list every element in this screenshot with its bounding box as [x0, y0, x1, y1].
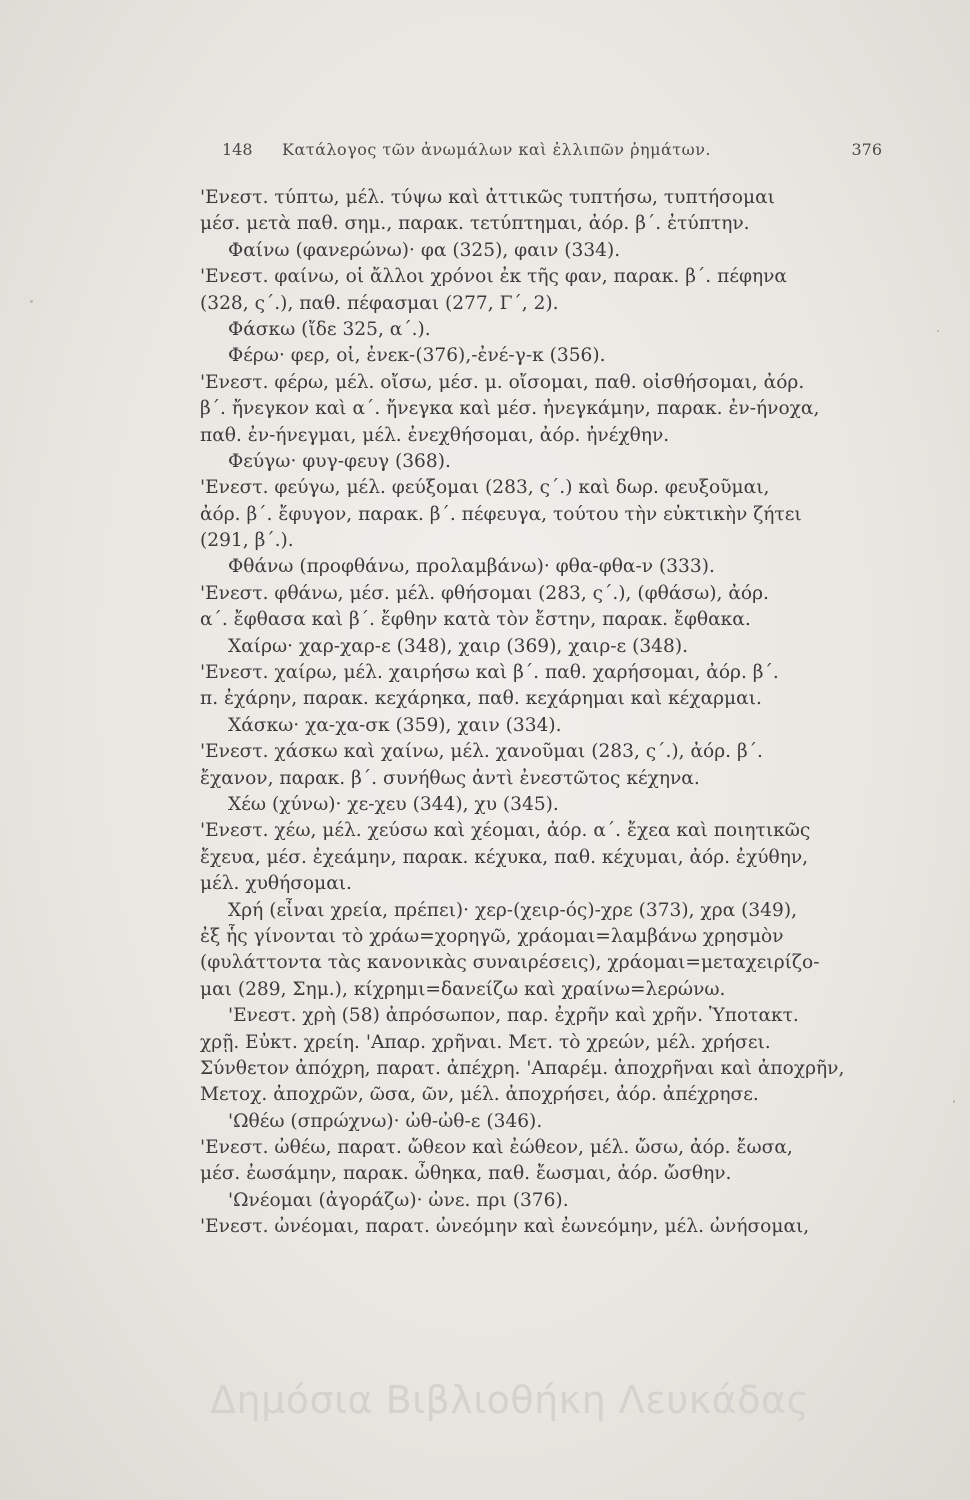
paper-speck [953, 1100, 955, 1103]
text-line: 'Ωνέομαι (ἀγοράζω)· ὠνε. πρι (376). [228, 1189, 569, 1211]
text-line: ἀόρ. β΄. ἔφυγον, παρακ. β΄. πέφευγα, τούτου τὴν εὐκτικὴν ζήτει [200, 503, 802, 525]
text-line: ἔχευα, μέσ. ἐχεάμην, παρακ. κέχυκα, παθ. κέχυμαι, ἀόρ. ἐχύθην, [200, 846, 809, 868]
text-line: Χέω (χύνω)· χε-χευ (344), χυ (345). [228, 793, 559, 815]
text-line: 'Ενεστ. φαίνω, οἱ ἄλλοι χρόνοι ἐκ τῆς φαν, παρακ. β΄. πέφηνα [200, 266, 787, 288]
text-line: 'Ενεστ. φεύγω, μέλ. φεύξομαι (283, ς΄.) καὶ δωρ. φευξοῦμαι, [200, 477, 770, 499]
text-line: 'Ενεστ. τύπτω, μέλ. τύψω καὶ ἀττικῶς τυπτήσω, τυπτήσομαι [200, 187, 775, 208]
text-line: 'Ενεστ. ὠθέω, παρατ. ὤθεον καὶ ἐώθεον, μέλ. ὤσω, ἀόρ. ἔωσα, [200, 1137, 793, 1159]
text-line: 'Ενεστ. χάσκω καὶ χαίνω, μέλ. χανοῦμαι (283, ς΄.), ἀόρ. β΄. [200, 741, 763, 763]
text-line: (291, β΄.). [200, 530, 294, 552]
paper-speck [30, 300, 33, 303]
page-header [222, 140, 882, 168]
text-line: χρῇ. Εὐκτ. χρείη. 'Απαρ. χρῆναι. Μετ. τὸ χρεών, μέλ. χρήσει. [200, 1031, 771, 1053]
library-watermark: Δημόσια Βιβλιοθήκη Λευκάδας [210, 1378, 810, 1422]
text-line: Φθάνω (προφθάνω, προλαμβάνω)· φθα-φθα-ν (333). [228, 556, 715, 578]
paper-speck [937, 330, 939, 332]
text-line: μέσ. μετὰ παθ. σημ., παρακ. τετύπτημαι, ἀόρ. β΄. ἐτύπτην. [200, 213, 750, 235]
text-line: 'Ωθέω (σπρώχνω)· ὠθ-ὠθ-ε (346). [228, 1110, 543, 1132]
text-line: μαι (289, Σημ.), κίχρημι=δανείζω καὶ χραίνω=λερώνω. [200, 978, 726, 1000]
text-line: (328, ς΄.), παθ. πέφασμαι (277, Γ΄, 2). [200, 292, 559, 314]
body-text [200, 185, 898, 1241]
text-line: 'Ενεστ. χαίρω, μέλ. χαιρήσω καὶ β΄. παθ. χαρήσομαι, ἀόρ. β΄. [200, 662, 779, 684]
text-line: 'Ενεστ. φθάνω, μέσ. μέλ. φθήσομαι (283, ς΄.), (φθάσω), ἀόρ. [200, 582, 769, 604]
text-line: Φεύγω· φυγ-φευγ (368). [228, 450, 451, 472]
text-line: β΄. ἤνεγκον καὶ α΄. ἤνεγκα καὶ μέσ. ἠνεγκάμην, παρακ. ἐν-ήνοχα, [200, 398, 820, 420]
text-line: Σύνθετον ἀπόχρη, παρατ. ἀπέχρη. 'Απαρέμ. ἀποχρῆναι καὶ ἀποχρῆν, [200, 1057, 845, 1079]
text-line: Χάσκω· χα-χα-σκ (359), χαιν (334). [228, 714, 562, 736]
section-number: 376 [851, 140, 882, 159]
text-line: μέσ. ἐωσάμην, παρακ. ὦθηκα, παθ. ἔωσμαι, ἀόρ. ὤσθην. [200, 1163, 732, 1185]
text-line: Χαίρω· χαρ-χαρ-ε (348), χαιρ (369), χαιρ-ε (348). [228, 635, 688, 657]
text-line: μέλ. χυθήσομαι. [200, 873, 352, 895]
text-line: Φάσκω (ἴδε 325, α΄.). [228, 318, 431, 340]
text-line: Χρή (εἶναι χρεία, πρέπει)· χερ-(χειρ-ός)-χρε (373), χρα (349), [228, 899, 798, 921]
text-line: παθ. ἐν-ήνεγμαι, μέλ. ἐνεχθήσομαι, ἀόρ. ἠνέχθην. [200, 424, 670, 446]
text-line: Φέρω· φερ, οἰ, ἐνεκ-(376),-ἐνέ-γ-κ (356). [228, 345, 606, 367]
text-line: α΄. ἔφθασα καὶ β΄. ἔφθην κατὰ τὸν ἔστην, παρακ. ἔφθακα. [200, 609, 751, 631]
text-line: 'Ενεστ. ὠνέομαι, παρατ. ὠνεόμην καὶ ἐωνεόμην, μέλ. ὠνήσομαι, [200, 1216, 810, 1238]
text-line: Φαίνω (φανερώνω)· φα (325), φαιν (334). [228, 239, 621, 261]
text-line: π. ἐχάρην, παρακ. κεχάρηκα, παθ. κεχάρημαι καὶ κέχαρμαι. [200, 688, 762, 710]
text-line: 'Ενεστ. χέω, μέλ. χεύσω καὶ χέομαι, ἀόρ. α΄. ἔχεα καὶ ποιητικῶς [200, 820, 811, 842]
running-title: Κατάλογος τῶν ἀνωμάλων καὶ ἐλλιπῶν ῥημάτων. [282, 140, 712, 159]
text-line: 'Ενεστ. φέρω, μέλ. οἴσω, μέσ. μ. οἴσομαι, παθ. οἰσθήσομαι, ἀόρ. [200, 371, 805, 393]
text-line: ἐξ ἧς γίνονται τὸ χράω=χορηγῶ, χράομαι=λαμβάνω χρησμὸν [200, 925, 784, 947]
text-line: (φυλάττοντα τὰς κανονικὰς συναιρέσεις), χράομαι=μεταχειρίζο- [200, 952, 820, 974]
text-line: 'Ενεστ. χρὴ (58) ἀπρόσωπον, παρ. ἐχρῆν καὶ χρῆν. Ὑποτακτ. [228, 1005, 799, 1027]
text-line: ἔχανον, παρακ. β΄. συνήθως ἀντὶ ἐνεστῶτος κέχηνα. [200, 767, 700, 789]
text-line: Μετοχ. ἀποχρῶν, ῶσα, ῶν, μέλ. ἀποχρήσει, ἀόρ. ἀπέχρησε. [200, 1084, 759, 1106]
page-number: 148 [222, 140, 253, 159]
